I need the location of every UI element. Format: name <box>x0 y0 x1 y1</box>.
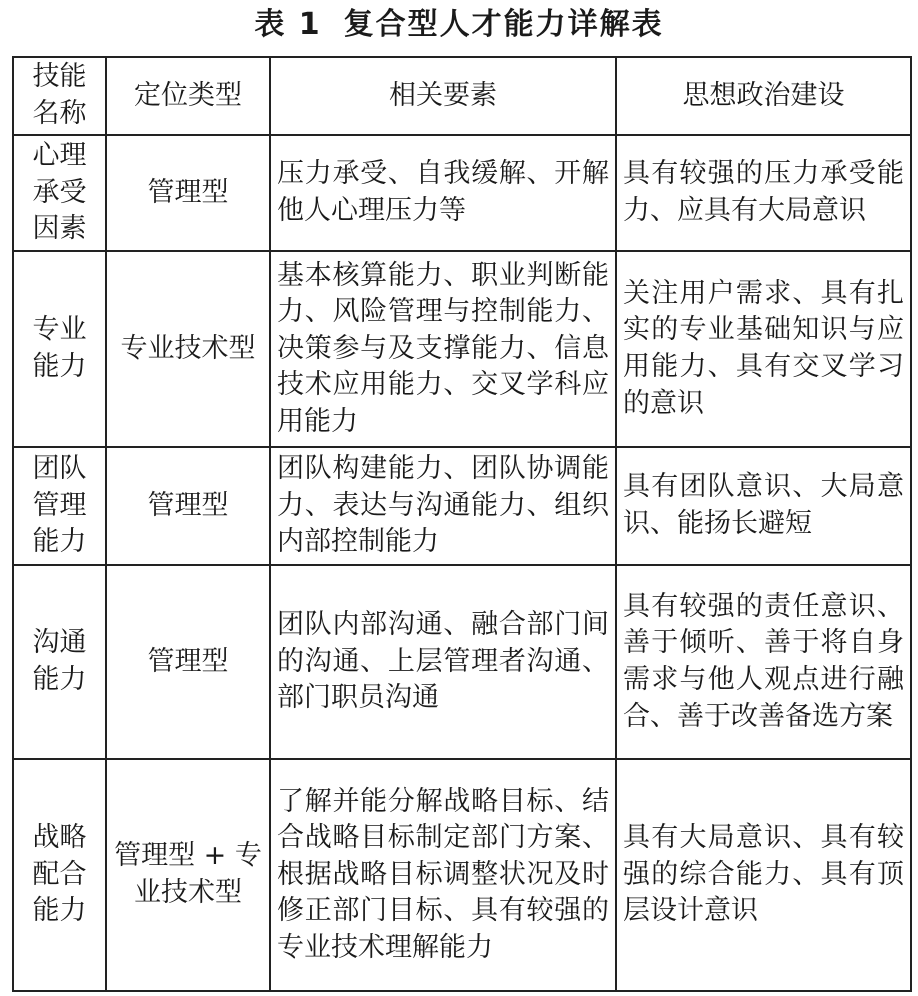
elements-cell: 了解并能分解战略目标、结合战略目标制定部门方案、根据战略目标调整状况及时修正部门目标、具有较强的专业技术理解能力 <box>270 759 616 991</box>
elements-cell: 团队内部沟通、融合部门间的沟通、上层管理者沟通、部门职员沟通 <box>270 565 616 759</box>
skill-cell: 心理 承受 因素 <box>13 135 106 251</box>
type-cell: 专业技术型 <box>106 251 270 447</box>
politics-cell: 具有团队意识、大局意识、能扬长避短 <box>616 447 911 565</box>
table-row <box>13 135 911 251</box>
type-cell: 管理型 <box>106 135 270 251</box>
table-row <box>13 251 911 447</box>
skill-cell: 团队 管理 能力 <box>13 447 106 565</box>
header-related-elements: 相关要素 <box>270 57 616 135</box>
elements-cell: 压力承受、自我缓解、开解他人心理压力等 <box>270 135 616 251</box>
header-political-construction: 思想政治建设 <box>616 57 911 135</box>
table-title <box>0 4 918 46</box>
header-skill-name: 技能 名称 <box>13 57 106 135</box>
politics-cell: 具有较强的压力承受能力、应具有大局意识 <box>616 135 911 251</box>
type-cell: 管理型 + 专 业技术型 <box>106 759 270 991</box>
skill-cell: 战略 配合 能力 <box>13 759 106 991</box>
politics-cell: 关注用户需求、具有扎实的专业基础知识与应用能力、具有交叉学习的意识 <box>616 251 911 447</box>
header-position-type: 定位类型 <box>106 57 270 135</box>
skills-table <box>12 56 912 992</box>
table-number: 表 1 <box>254 7 322 42</box>
type-cell: 管理型 <box>106 447 270 565</box>
table-row <box>13 447 911 565</box>
table-row <box>13 565 911 759</box>
politics-cell: 具有大局意识、具有较强的综合能力、具有顶层设计意识 <box>616 759 911 991</box>
politics-cell: 具有较强的责任意识、善于倾听、善于将自身需求与他人观点进行融合、善于改善备选方案 <box>616 565 911 759</box>
elements-cell: 团队构建能力、团队协调能力、表达与沟通能力、组织内部控制能力 <box>270 447 616 565</box>
skill-cell: 专业 能力 <box>13 251 106 447</box>
elements-cell: 基本核算能力、职业判断能力、风险管理与控制能力、决策参与及支撑能力、信息技术应用能力、交叉学科应用能力 <box>270 251 616 447</box>
header-row <box>13 57 911 135</box>
table-row <box>13 759 911 991</box>
skill-cell: 沟通 能力 <box>13 565 106 759</box>
table-caption: 复合型人才能力详解表 <box>343 7 664 42</box>
type-cell: 管理型 <box>106 565 270 759</box>
